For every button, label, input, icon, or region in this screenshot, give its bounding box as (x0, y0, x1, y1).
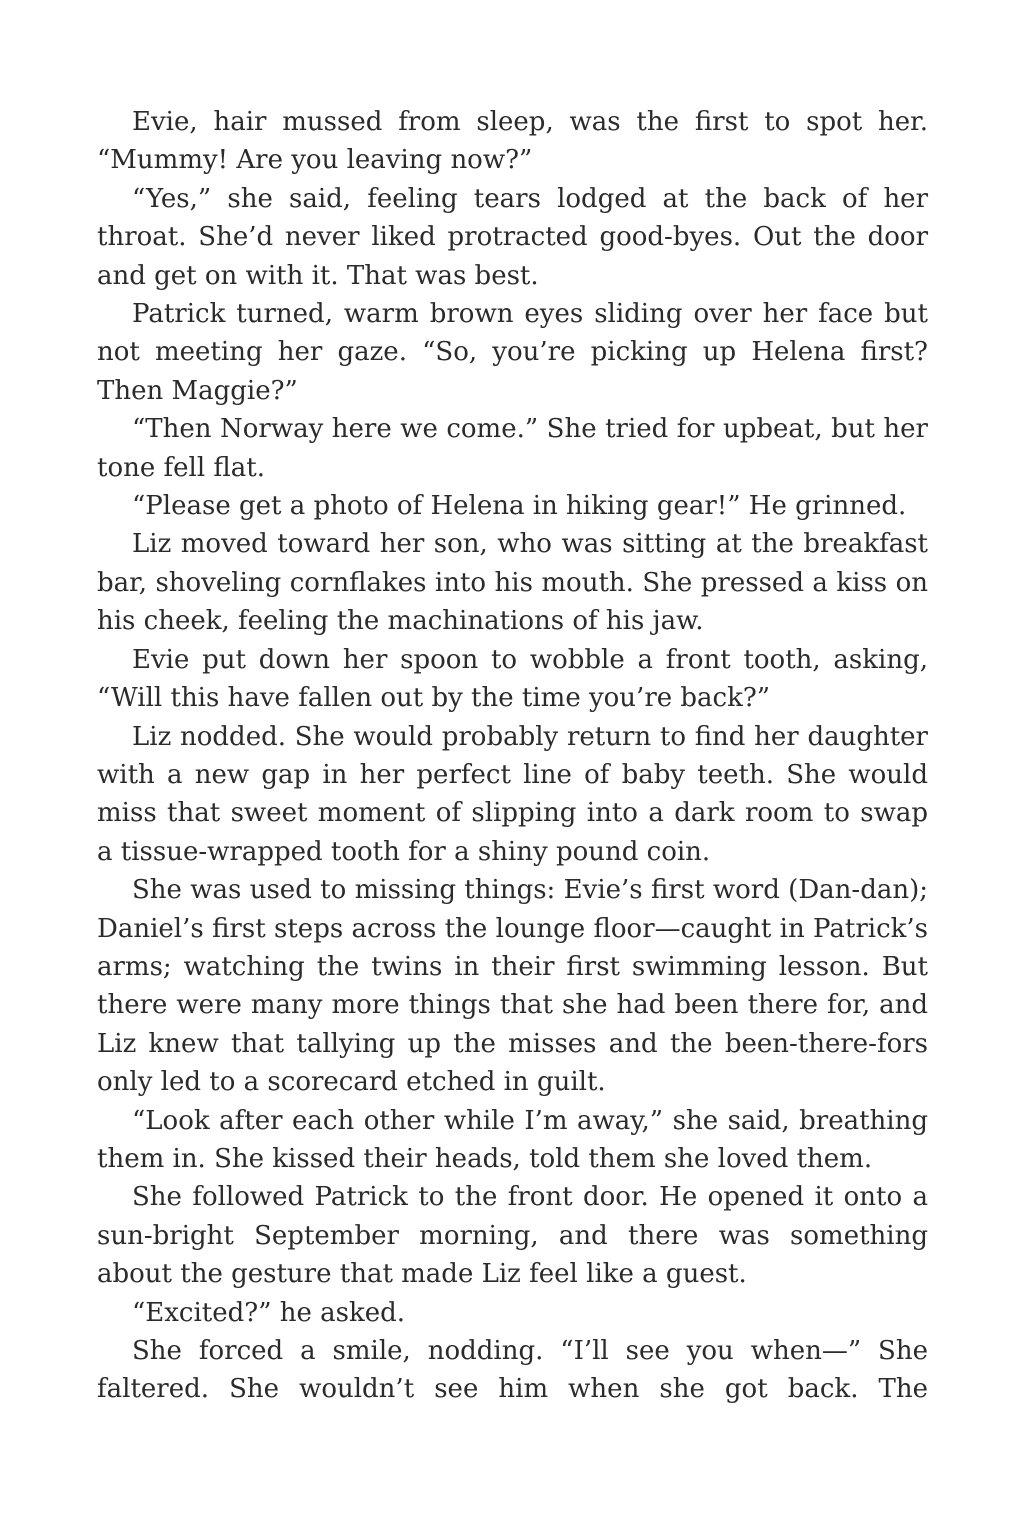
book-page-text (97, 103, 928, 1409)
paragraph: She was used to missing things: Evie’s first word (Dan-dan); Daniel’s first steps across the lounge floor—caught in Patrick’s arms; watching the twins in their first swimming lesson. But there were many more things that she had been there for, and Liz knew that tallying up the misses and the been-there-fors only led to a scorecard etched in guilt. (97, 875, 928, 1098)
paragraph-continued: She forced a smile, nodding. “I’ll see you when—” She faltered. She wouldn’t see him when she got back. The (97, 1336, 928, 1405)
paragraph: Evie put down her spoon to wobble a front tooth, asking, “Will this have fallen out by the time you’re back?” (97, 644, 928, 714)
paragraph: Liz moved toward her son, who was sitting at the breakfast bar, shoveling cornflakes into his mouth. She pressed a kiss on his cheek, feeling the machinations of his jaw. (97, 529, 928, 637)
paragraph: “Excited?” he asked. (132, 1297, 406, 1328)
paragraph: “Look after each other while I’m away,” she said, breathing them in. She kissed their heads, told them she loved them. (97, 1105, 928, 1174)
paragraph: She followed Patrick to the front door. He opened it onto a sun-bright September morning, and there was something about the gesture that made Liz feel like a guest. (97, 1182, 928, 1290)
paragraph: “Then Norway here we come.” She tried for upbeat, but her tone fell flat. (97, 414, 928, 483)
paragraph: Evie, hair mussed from sleep, was the first to spot her. “Mummy! Are you leaving now?” (97, 107, 928, 176)
paragraph: “Please get a photo of Helena in hiking gear!” He grinned. (132, 491, 907, 522)
paragraph: “Yes,” she said, feeling tears lodged at the back of her throat. She’d never liked protracted good-byes. Out the door and get on with it. That was best. (97, 183, 928, 291)
paragraph: Liz nodded. She would probably return to find her daughter with a new gap in her perfect line of baby teeth. She would miss that sweet moment of slipping into a dark room to swap a tissue-wrapped tooth for a shiny pound coin. (97, 721, 928, 867)
paragraph: Patrick turned, warm brown eyes sliding over her face but not meeting her gaze. “So, you’re picking up Helena first? Then Maggie?” (97, 299, 928, 406)
